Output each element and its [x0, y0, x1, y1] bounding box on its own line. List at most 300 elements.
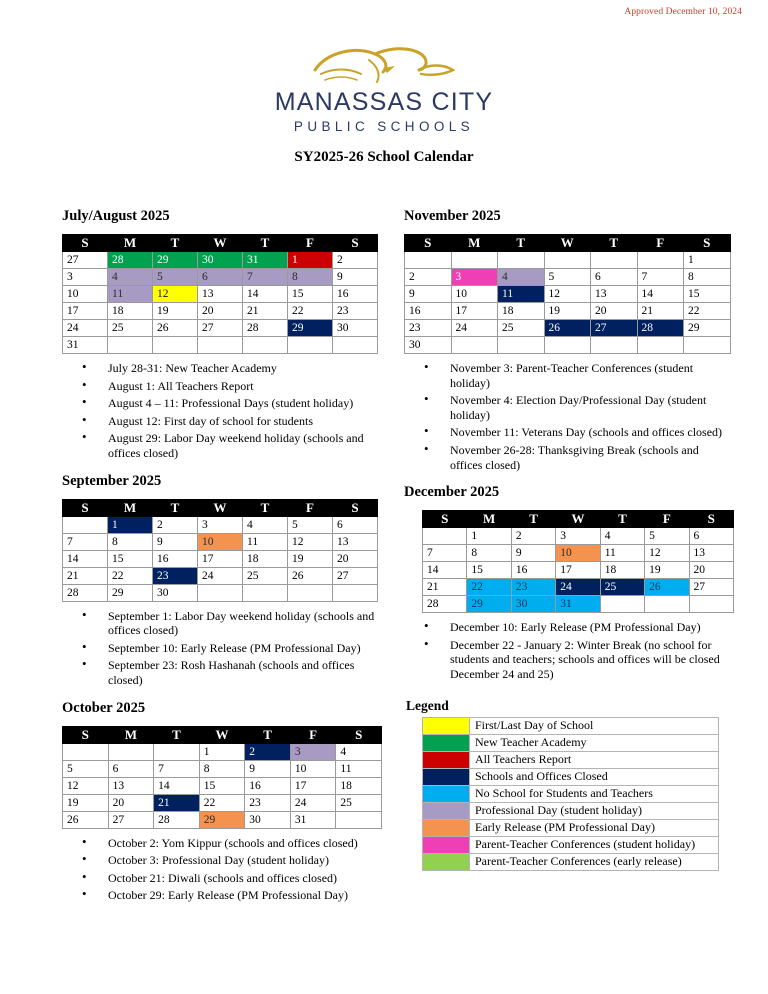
- day-cell[interactable]: 22: [467, 579, 511, 596]
- day-cell[interactable]: 9: [511, 545, 555, 562]
- day-cell[interactable]: 15: [288, 286, 333, 303]
- eagle-icon: [309, 44, 459, 92]
- legend-block: [404, 698, 734, 871]
- day-cell[interactable]: 18: [600, 562, 644, 579]
- weekday-header: M: [108, 499, 153, 516]
- day-cell[interactable]: 4: [498, 269, 545, 286]
- day-cell[interactable]: 29: [684, 320, 731, 337]
- weekday-header: W: [199, 726, 245, 743]
- month-title: November 2025: [404, 208, 501, 224]
- calendar-week-row: [423, 596, 734, 613]
- day-cell[interactable]: 25: [243, 567, 288, 584]
- day-cell[interactable]: 22: [199, 794, 245, 811]
- day-cell[interactable]: 2: [333, 252, 378, 269]
- day-cell[interactable]: 13: [108, 777, 154, 794]
- day-cell[interactable]: 6: [333, 516, 378, 533]
- day-cell[interactable]: 5: [288, 516, 333, 533]
- calendar-week-row: [405, 337, 731, 354]
- day-cell[interactable]: 15: [108, 550, 153, 567]
- day-cell[interactable]: 24: [556, 579, 600, 596]
- day-cell[interactable]: 18: [498, 303, 545, 320]
- day-cell[interactable]: 16: [333, 286, 378, 303]
- day-cell[interactable]: 31: [556, 596, 600, 613]
- note-item: • August 29: Labor Day weekend holiday (schools and offices closed): [82, 431, 382, 460]
- legend-color-swatch: [423, 717, 470, 734]
- weekday-header: S: [684, 235, 731, 252]
- day-cell[interactable]: 28: [154, 811, 200, 828]
- day-cell[interactable]: 11: [336, 760, 382, 777]
- empty-cell: [451, 337, 498, 354]
- day-cell[interactable]: 2: [245, 743, 291, 760]
- day-cell[interactable]: 22: [108, 567, 153, 584]
- day-cell[interactable]: 6: [198, 269, 243, 286]
- day-cell[interactable]: 10: [63, 286, 108, 303]
- legend-label: Parent-Teacher Conferences (early release): [470, 853, 719, 870]
- empty-cell: [288, 337, 333, 354]
- logo-district-name: MANASSAS CITY: [274, 88, 494, 116]
- legend-label: New Teacher Academy: [470, 734, 719, 751]
- day-cell[interactable]: 29: [467, 596, 511, 613]
- day-cell[interactable]: 10: [198, 533, 243, 550]
- day-cell[interactable]: 24: [63, 320, 108, 337]
- calendar-table-november: [404, 234, 731, 354]
- calendar-week-row: [405, 269, 731, 286]
- empty-cell: [544, 337, 591, 354]
- empty-cell: [591, 252, 638, 269]
- weekday-header: S: [333, 235, 378, 252]
- district-logo: [0, 44, 768, 134]
- weekday-header: S: [63, 499, 108, 516]
- day-cell[interactable]: 17: [556, 562, 600, 579]
- legend-color-swatch: [423, 836, 470, 853]
- weekday-header: M: [108, 235, 153, 252]
- day-cell[interactable]: 15: [684, 286, 731, 303]
- empty-cell: [243, 337, 288, 354]
- calendar-week-row: [63, 533, 378, 550]
- weekday-header: T: [511, 511, 555, 528]
- notes-list: [62, 836, 382, 903]
- weekday-header: T: [600, 511, 644, 528]
- day-cell[interactable]: 1: [288, 252, 333, 269]
- day-cell[interactable]: 11: [243, 533, 288, 550]
- day-cell[interactable]: 9: [405, 286, 452, 303]
- day-cell[interactable]: 28: [63, 584, 108, 601]
- calendar-table-july-august: [62, 234, 378, 354]
- day-cell[interactable]: 24: [290, 794, 336, 811]
- weekday-header: T: [153, 235, 198, 252]
- day-cell[interactable]: 6: [591, 269, 638, 286]
- month-title: July/August 2025: [62, 208, 170, 224]
- day-cell[interactable]: 4: [600, 528, 644, 545]
- calendar-week-row: [63, 516, 378, 533]
- day-cell[interactable]: 11: [108, 286, 153, 303]
- legend-body: [423, 717, 719, 870]
- day-cell[interactable]: 21: [154, 794, 200, 811]
- day-cell[interactable]: 1: [467, 528, 511, 545]
- day-cell[interactable]: 7: [63, 533, 108, 550]
- day-cell[interactable]: 13: [333, 533, 378, 550]
- month-title: December 2025: [404, 484, 500, 501]
- day-cell[interactable]: 31: [243, 252, 288, 269]
- legend-row: [423, 734, 719, 751]
- day-cell[interactable]: 29: [153, 252, 198, 269]
- note-item: • August 4 – 11: Professional Days (student holiday): [82, 396, 382, 411]
- calendar-week-row: [63, 567, 378, 584]
- notes-list: [62, 609, 382, 688]
- note-item: • September 10: Early Release (PM Professional Day): [82, 641, 382, 656]
- page-title: SY2025-26 School Calendar: [294, 149, 474, 165]
- weekday-header: S: [63, 235, 108, 252]
- day-cell[interactable]: 21: [637, 303, 684, 320]
- day-cell[interactable]: 27: [108, 811, 154, 828]
- day-cell[interactable]: 4: [108, 269, 153, 286]
- day-cell[interactable]: 31: [290, 811, 336, 828]
- calendar-week-row: [63, 320, 378, 337]
- day-cell[interactable]: 27: [591, 320, 638, 337]
- day-cell[interactable]: 19: [153, 303, 198, 320]
- day-cell[interactable]: 20: [198, 303, 243, 320]
- note-item: • December 22 - January 2: Winter Break (no school for students and teachers; schools and offices will be closed December 24 and 25): [424, 638, 734, 682]
- calendar-week-row: [423, 562, 734, 579]
- day-cell[interactable]: 30: [333, 320, 378, 337]
- note-item: • November 11: Veterans Day (schools and offices closed): [424, 425, 734, 440]
- day-cell[interactable]: 3: [290, 743, 336, 760]
- day-cell[interactable]: 17: [451, 303, 498, 320]
- note-item: • September 1: Labor Day weekend holiday (schools and offices closed): [82, 609, 382, 638]
- day-cell[interactable]: 6: [108, 760, 154, 777]
- empty-cell: [451, 252, 498, 269]
- weekday-header-row: [63, 726, 382, 743]
- legend-color-swatch: [423, 853, 470, 870]
- empty-cell: [153, 337, 198, 354]
- day-cell[interactable]: 26: [645, 579, 689, 596]
- day-cell[interactable]: 1: [199, 743, 245, 760]
- calendar-week-row: [423, 528, 734, 545]
- day-cell[interactable]: 8: [108, 533, 153, 550]
- day-cell[interactable]: 28: [637, 320, 684, 337]
- day-cell[interactable]: 19: [288, 550, 333, 567]
- legend-title: Legend: [406, 697, 449, 713]
- calendar-week-row: [63, 584, 378, 601]
- weekday-header: F: [645, 511, 689, 528]
- day-cell[interactable]: 27: [63, 252, 108, 269]
- day-cell[interactable]: 15: [199, 777, 245, 794]
- legend-row: [423, 853, 719, 870]
- weekday-header-row: [405, 235, 731, 252]
- day-cell[interactable]: 23: [333, 303, 378, 320]
- day-cell[interactable]: 28: [243, 320, 288, 337]
- weekday-header: T: [243, 235, 288, 252]
- day-cell[interactable]: 1: [684, 252, 731, 269]
- day-cell[interactable]: 26: [153, 320, 198, 337]
- day-cell[interactable]: 20: [591, 303, 638, 320]
- day-cell[interactable]: 25: [336, 794, 382, 811]
- calendar-body: [405, 252, 731, 354]
- legend-row: [423, 836, 719, 853]
- note-item: • October 2: Yom Kippur (schools and offices closed): [82, 836, 382, 851]
- day-cell[interactable]: 11: [600, 545, 644, 562]
- day-cell[interactable]: 30: [153, 584, 198, 601]
- weekday-header: W: [556, 511, 600, 528]
- legend-row: [423, 785, 719, 802]
- day-cell[interactable]: 7: [637, 269, 684, 286]
- empty-cell: [243, 584, 288, 601]
- empty-cell: [645, 596, 689, 613]
- day-cell[interactable]: 20: [689, 562, 733, 579]
- day-cell[interactable]: 7: [154, 760, 200, 777]
- day-cell[interactable]: 16: [153, 550, 198, 567]
- calendar-week-row: [63, 760, 382, 777]
- weekday-header-row: [63, 499, 378, 516]
- legend-label: Professional Day (student holiday): [470, 802, 719, 819]
- left-column: [62, 208, 382, 906]
- day-cell[interactable]: 10: [451, 286, 498, 303]
- day-cell[interactable]: 23: [405, 320, 452, 337]
- weekday-header: T: [243, 499, 288, 516]
- day-cell[interactable]: 11: [498, 286, 545, 303]
- note-item: • August 1: All Teachers Report: [82, 379, 382, 394]
- day-cell[interactable]: 2: [405, 269, 452, 286]
- day-cell[interactable]: 26: [544, 320, 591, 337]
- day-cell[interactable]: 5: [645, 528, 689, 545]
- weekday-header: M: [451, 235, 498, 252]
- day-cell[interactable]: 5: [63, 760, 109, 777]
- day-cell[interactable]: 16: [245, 777, 291, 794]
- day-cell[interactable]: 25: [600, 579, 644, 596]
- legend-color-swatch: [423, 751, 470, 768]
- note-item: • October 3: Professional Day (student holiday): [82, 853, 382, 868]
- day-cell[interactable]: 24: [451, 320, 498, 337]
- day-cell[interactable]: 3: [63, 269, 108, 286]
- note-item: • November 4: Election Day/Professional Day (student holiday): [424, 393, 734, 422]
- empty-cell: [544, 252, 591, 269]
- legend-label: Parent-Teacher Conferences (student holiday): [470, 836, 719, 853]
- weekday-header: S: [423, 511, 467, 528]
- calendar-table-october: [62, 726, 382, 829]
- weekday-header: F: [288, 499, 333, 516]
- day-cell[interactable]: 10: [290, 760, 336, 777]
- notes-list: [404, 361, 734, 472]
- month-title: October 2025: [62, 699, 146, 716]
- day-cell[interactable]: 28: [423, 596, 467, 613]
- day-cell[interactable]: 16: [511, 562, 555, 579]
- day-cell[interactable]: 7: [423, 545, 467, 562]
- day-cell[interactable]: 29: [108, 584, 153, 601]
- day-cell[interactable]: 19: [63, 794, 109, 811]
- weekday-header: T: [591, 235, 638, 252]
- calendar-week-row: [63, 337, 378, 354]
- day-cell[interactable]: 17: [198, 550, 243, 567]
- empty-cell: [637, 337, 684, 354]
- day-cell[interactable]: 21: [63, 567, 108, 584]
- note-item: • October 29: Early Release (PM Professional Day): [82, 888, 382, 903]
- day-cell[interactable]: 13: [689, 545, 733, 562]
- calendar-week-row: [63, 269, 378, 286]
- weekday-header: M: [467, 511, 511, 528]
- note-item: • December 10: Early Release (PM Professional Day): [424, 620, 734, 635]
- weekday-header: F: [288, 235, 333, 252]
- day-cell[interactable]: 14: [423, 562, 467, 579]
- day-cell[interactable]: 25: [498, 320, 545, 337]
- logo-district-subname: PUBLIC SCHOOLS: [293, 119, 475, 134]
- day-cell[interactable]: 4: [336, 743, 382, 760]
- day-cell[interactable]: 23: [153, 567, 198, 584]
- legend-color-swatch: [423, 785, 470, 802]
- month-block-december: [404, 484, 734, 681]
- day-cell[interactable]: 3: [556, 528, 600, 545]
- day-cell[interactable]: 18: [108, 303, 153, 320]
- weekday-header-row: [63, 235, 378, 252]
- day-cell[interactable]: 26: [63, 811, 109, 828]
- day-cell[interactable]: 25: [108, 320, 153, 337]
- day-cell[interactable]: 29: [199, 811, 245, 828]
- calendar-table-december: [422, 510, 734, 613]
- calendar-body: [63, 743, 382, 828]
- empty-cell: [336, 811, 382, 828]
- legend-row: [423, 802, 719, 819]
- day-cell[interactable]: 14: [154, 777, 200, 794]
- empty-cell: [405, 252, 452, 269]
- day-cell[interactable]: 9: [333, 269, 378, 286]
- day-cell[interactable]: 18: [336, 777, 382, 794]
- day-cell[interactable]: 10: [556, 545, 600, 562]
- weekday-header: M: [108, 726, 154, 743]
- day-cell[interactable]: 8: [684, 269, 731, 286]
- day-cell[interactable]: 30: [405, 337, 452, 354]
- day-cell[interactable]: 9: [245, 760, 291, 777]
- weekday-header: F: [290, 726, 336, 743]
- day-cell[interactable]: 5: [544, 269, 591, 286]
- day-cell[interactable]: 27: [198, 320, 243, 337]
- day-cell[interactable]: 19: [645, 562, 689, 579]
- day-cell[interactable]: 20: [108, 794, 154, 811]
- calendar-week-row: [63, 743, 382, 760]
- day-cell[interactable]: 2: [153, 516, 198, 533]
- day-cell[interactable]: 9: [153, 533, 198, 550]
- empty-cell: [600, 596, 644, 613]
- day-cell[interactable]: 21: [243, 303, 288, 320]
- month-block-july-august: [62, 208, 382, 461]
- calendar-week-row: [63, 252, 378, 269]
- day-cell[interactable]: 2: [511, 528, 555, 545]
- legend-row: [423, 751, 719, 768]
- weekday-header: S: [333, 499, 378, 516]
- note-item: • August 12: First day of school for students: [82, 414, 382, 429]
- day-cell[interactable]: 3: [451, 269, 498, 286]
- day-cell[interactable]: 24: [198, 567, 243, 584]
- day-cell[interactable]: 30: [198, 252, 243, 269]
- day-cell[interactable]: 20: [333, 550, 378, 567]
- day-cell[interactable]: 12: [645, 545, 689, 562]
- day-cell[interactable]: 8: [467, 545, 511, 562]
- month-block-september: [62, 473, 382, 688]
- day-cell[interactable]: 28: [108, 252, 153, 269]
- right-column: [404, 208, 734, 871]
- calendar-week-row: [423, 579, 734, 596]
- day-cell[interactable]: 21: [423, 579, 467, 596]
- day-cell[interactable]: 30: [245, 811, 291, 828]
- weekday-header: T: [153, 499, 198, 516]
- day-cell[interactable]: 12: [153, 286, 198, 303]
- day-cell[interactable]: 30: [511, 596, 555, 613]
- day-cell[interactable]: 3: [198, 516, 243, 533]
- empty-cell: [108, 743, 154, 760]
- weekday-header: S: [336, 726, 382, 743]
- legend-color-swatch: [423, 819, 470, 836]
- day-cell[interactable]: 1: [108, 516, 153, 533]
- day-cell[interactable]: 14: [243, 286, 288, 303]
- day-cell[interactable]: 19: [544, 303, 591, 320]
- note-item: • July 28-31: New Teacher Academy: [82, 361, 382, 376]
- weekday-header: W: [198, 499, 243, 516]
- weekday-header-row: [423, 511, 734, 528]
- day-cell[interactable]: 23: [511, 579, 555, 596]
- day-cell[interactable]: 22: [288, 303, 333, 320]
- weekday-header: S: [405, 235, 452, 252]
- calendar-week-row: [63, 794, 382, 811]
- day-cell[interactable]: 13: [198, 286, 243, 303]
- empty-cell: [423, 528, 467, 545]
- day-cell[interactable]: 27: [333, 567, 378, 584]
- day-cell[interactable]: 13: [591, 286, 638, 303]
- day-cell[interactable]: 17: [290, 777, 336, 794]
- day-cell[interactable]: 16: [405, 303, 452, 320]
- day-cell[interactable]: 12: [63, 777, 109, 794]
- day-cell[interactable]: 14: [63, 550, 108, 567]
- empty-cell: [108, 337, 153, 354]
- empty-cell: [154, 743, 200, 760]
- note-item: • September 23: Rosh Hashanah (schools and offices closed): [82, 658, 382, 687]
- day-cell[interactable]: 8: [288, 269, 333, 286]
- note-item: • November 3: Parent-Teacher Conferences (student holiday): [424, 361, 734, 390]
- calendar-week-row: [405, 320, 731, 337]
- legend-row: [423, 768, 719, 785]
- legend-row: [423, 717, 719, 734]
- day-cell[interactable]: 12: [544, 286, 591, 303]
- day-cell[interactable]: 5: [153, 269, 198, 286]
- weekday-header: T: [498, 235, 545, 252]
- day-cell[interactable]: 15: [467, 562, 511, 579]
- legend-label: All Teachers Report: [470, 751, 719, 768]
- legend-label: Schools and Offices Closed: [470, 768, 719, 785]
- legend-label: No School for Students and Teachers: [470, 785, 719, 802]
- day-cell[interactable]: 27: [689, 579, 733, 596]
- day-cell[interactable]: 6: [689, 528, 733, 545]
- calendar-body: [423, 528, 734, 613]
- calendar-week-row: [63, 777, 382, 794]
- notes-list: [404, 620, 734, 681]
- day-cell[interactable]: 14: [637, 286, 684, 303]
- day-cell[interactable]: 7: [243, 269, 288, 286]
- day-cell[interactable]: 17: [63, 303, 108, 320]
- weekday-header: S: [63, 726, 109, 743]
- day-cell[interactable]: 8: [199, 760, 245, 777]
- notes-list: [62, 361, 382, 461]
- day-cell[interactable]: 22: [684, 303, 731, 320]
- day-cell[interactable]: 4: [243, 516, 288, 533]
- calendar-week-row: [63, 811, 382, 828]
- day-cell[interactable]: 26: [288, 567, 333, 584]
- day-cell[interactable]: 29: [288, 320, 333, 337]
- day-cell[interactable]: 31: [63, 337, 108, 354]
- day-cell[interactable]: 12: [288, 533, 333, 550]
- day-cell[interactable]: 18: [243, 550, 288, 567]
- weekday-header: W: [544, 235, 591, 252]
- day-cell[interactable]: 23: [245, 794, 291, 811]
- weekday-header: W: [198, 235, 243, 252]
- empty-cell: [333, 337, 378, 354]
- legend-color-swatch: [423, 768, 470, 785]
